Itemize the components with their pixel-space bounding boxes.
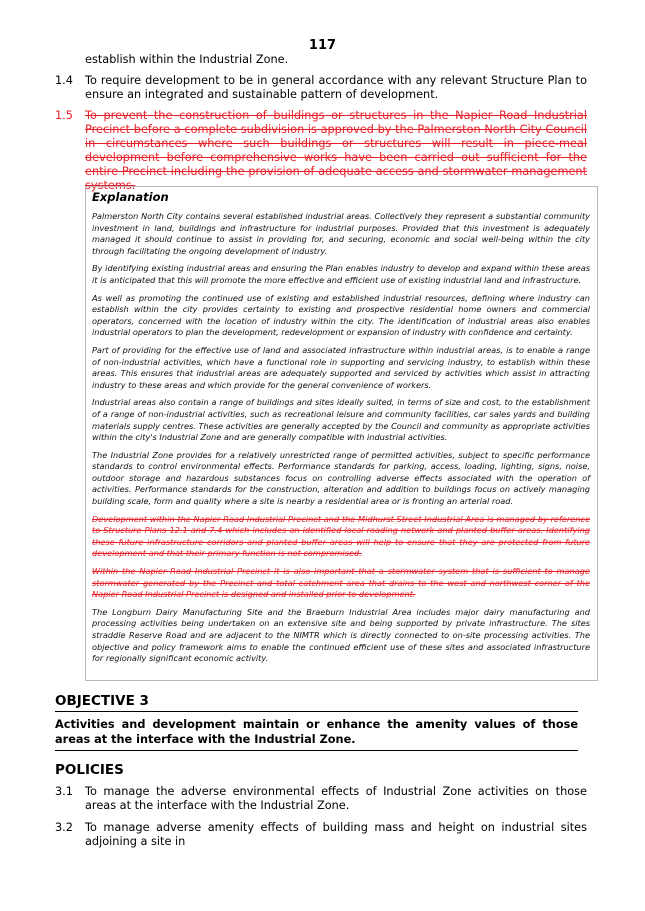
explanation-paragraph: Palmerston North City contains several established industrial areas. Collectively they represent a substantial community investment in land, buildings and infrastructure for industrial purposes. Provided that this investment is adequately managed it should continue to assist in providing for, and securing, economic and social well-being within the city through facilitating the ongoing development of industry. (92, 211, 590, 256)
policy-item (55, 74, 587, 102)
policy-text: To manage the adverse environmental effects of Industrial Zone activities on those areas at the interface with the Industrial Zone. (85, 785, 587, 812)
deleted-policy-item (55, 109, 587, 193)
policy-number: 3.2 (55, 821, 73, 834)
explanation-paragraph: Part of providing for the effective use of land and associated infrastructure within industrial areas, is to enable a range of non-industrial activities, which have a functional role in supporting and servicing industry, to establish within these areas. This ensures that industrial areas are adequately supported and serviced by activities which assist in attracting industry to these areas and which provide for the general convenience of workers. (92, 344, 590, 390)
objective-heading: OBJECTIVE 3 (55, 693, 149, 709)
explanation-paragraph: Industrial areas also contain a range of buildings and sites ideally suited, in terms of size and cost, to the establishment of a range of non-industrial activities, such as recreational leisure and community facilities, car sales yards and building materials supply centres. These activities are generally accepted by the Council and community as appropriate activities within the city's Industrial Zone and are generally compatible with industrial activities. (92, 397, 590, 443)
explanation-paragraph: The Industrial Zone provides for a relatively unrestricted range of permitted activities, subject to specific performance standards to control environmental effects. Performance standards for parking, access, loading, lighting, signs, noise, outdoor storage and hazardous substances focus on controlling adverse effects associated with the operation of activities. Performance standards for the construction, alteration and addition to buildings focus on actively managing building scale, form and quality where a site is nearby a residential area or is fronting an arterial road. (92, 449, 590, 507)
explanation-title: Explanation (92, 190, 169, 204)
policy-text: To require development to be in general accordance with any relevant Structure Plan to ensure an integrated and sustainable pattern of development. (85, 74, 587, 101)
explanation-paragraph: The Longburn Dairy Manufacturing Site and the Braeburn Industrial Area includes major dairy manufacturing and processing activities being undertaken on an extensive site and being supported by private infrastructure. The sites straddle Reserve Road and are adjacent to the NIMTR which is directly connected to on-site processing activities. The objective and policy framework aims to enable the continued efficient use of these sites and associated infrastructure for regionally significant economic activity. (92, 606, 590, 664)
page-number: 117 (308, 38, 337, 53)
explanation-paragraph: By identifying existing industrial areas and ensuring the Plan enables industry to develop and expand within these areas it is anticipated that this will promote the more effective and efficient use of existing industrial land and infrastructure. (92, 263, 590, 285)
policy-number: 1.4 (55, 74, 73, 87)
deleted-explanation-paragraph: Development within the Napier Road Industrial Precinct and the Midhurst Street Industrial Area is managed by reference to Structure Plans 12.1 and 7.4 which includes an identified local roading network and planted buffer areas. Identifying these future infrastructure corridors and planted buffer areas will help to ensure that they are protected from future development and that their primary function is not compromised. (92, 513, 590, 559)
continuation-text: establish within the Industrial Zone. (85, 53, 289, 66)
deleted-explanation-paragraph: Within the Napier Road Industrial Precinct it is also important that a stormwater system that is sufficient to manage stormwater generated by the Precinct and total catchment area that drains to the west and northwest corner of the Napier Road Industrial Precinct is designed and installed prior to development. (92, 566, 590, 600)
policy-text: To manage adverse amenity effects of building mass and height on industrial sites adjoining a site in (85, 821, 587, 848)
policies-heading: POLICIES (55, 762, 124, 778)
objective-statement: Activities and development maintain or enhance the amenity values of those areas at the interface with the Industrial Zone. (55, 711, 578, 751)
policy-item (55, 785, 587, 813)
policy-number: 3.1 (55, 785, 73, 798)
policy-item (55, 821, 587, 849)
explanation-box (85, 186, 598, 681)
explanation-paragraph: As well as promoting the continued use of existing and established industrial resources, defining where industry can establish within the city provides certainty to existing and prospective residential home owners and commercial operators, concerned with the location of industry within the city. The identification of industrial areas also enables industrial operators to plan the development, redevelopment or expansion of industry with confidence and certainty. (92, 292, 590, 338)
policy-number: 1.5 (55, 109, 73, 122)
policy-text: To prevent the construction of buildings or structures in the Napier Road Industrial Precinct before a complete subdivision is approved by the Palmerston North City Council in circumstances where such buildings or structures will result in piece-meal development before comprehensive works have been carried out sufficient for the entire Precinct including the provision of adequate access and stormwater management systems. (85, 109, 587, 192)
